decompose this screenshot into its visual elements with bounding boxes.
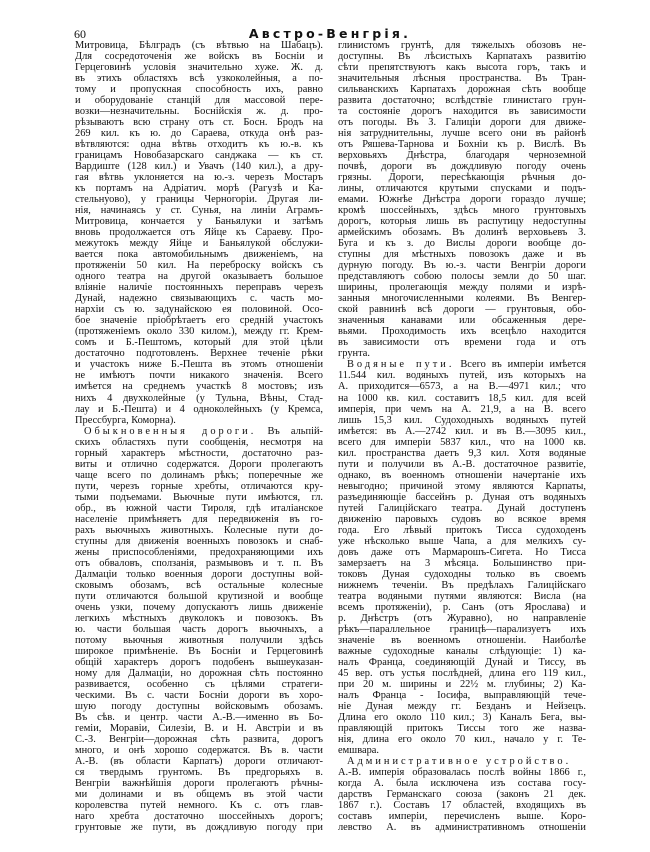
section-heading: Водяные пути. — [347, 359, 455, 371]
text-line: сильванскихъ Карпатахъ дорожная сѣть вообще — [338, 84, 586, 96]
text-line: гая вѣтвь уклоняется на ю.-з. черезъ Мостаръ — [75, 172, 323, 184]
text-line: шую погоду доступны войсковымъ обозамъ. — [75, 700, 323, 712]
text-line: уже нѣсколько выше Чапа, а для мелкихъ су- — [338, 535, 586, 547]
text-line: ми долинами и въ общемъ въ этой части — [75, 789, 323, 801]
text-line: рѣкъ—параллельное границѣ—парализуетъ ихъ — [338, 623, 586, 635]
text-line: та состояніе дорогъ находится въ зависимости — [338, 106, 586, 118]
text-line: нархіи съ ю. задунайскою ея половиной. Осо- — [75, 304, 323, 316]
text-line: замерзаетъ на 3 мѣсяца. Большинство при- — [338, 557, 586, 569]
text-line: межутокъ между Яйце и Баньялукой обслужи- — [75, 238, 323, 250]
text-line: Дунай, надежно связывающихъ с. часть мо- — [75, 293, 323, 305]
text-line: однако, въ военномъ отношеніи начертаніе ихъ — [338, 469, 586, 481]
text-line: нія, начинаясь у ст. Сунья, на линіи Аграмъ- — [75, 205, 323, 217]
section-heading: Административное устройство. — [347, 756, 572, 768]
text-line: дарствъ Германскаго союза (законъ 21 дек. — [338, 789, 586, 801]
text-line: 1867 г.). Составъ 17 областей, входящихъ въ — [338, 800, 586, 812]
text-line: ніе Дуная между гг. Безданъ и Нейзецъ. — [338, 700, 586, 712]
text-line: А. приходится—6573, а на В.—4971 кил.; что — [338, 381, 586, 393]
text-line: отъ Ряшева-Тарнова и Бохніи къ р. Вислѣ. Въ — [338, 139, 586, 151]
text-line: общій характеръ дорогъ подобенъ вышеуказан- — [75, 656, 323, 668]
text-line: путей Галиційскаго театра. Дунай доступенъ — [338, 502, 586, 514]
text-line: р. Днѣстръ (отъ Журавно), но направленіе — [338, 612, 586, 624]
text-line: имѣется на среднемъ участкѣ 8 мостовъ; изъ — [75, 381, 323, 393]
text-line: скихъ областяхъ пути сообщенія, несмотря на — [75, 436, 323, 448]
text-line: пути, черезъ горные хребты, отличаются кру- — [75, 480, 323, 492]
text-line — [338, 359, 586, 370]
text-line: театра водяными путями являются: Висла (на — [338, 590, 586, 602]
text-line: глинистомъ грунтѣ, для тяжелыхъ обозовъ не- — [338, 40, 586, 51]
text-line: ному для Далмаціи, но дорожная сѣть постоянно — [75, 667, 323, 679]
text-line: наго хребта достаточно шоссейныхъ дорогъ; — [75, 811, 323, 823]
text-line: нія, длина его около 70 кил., начало у г. Те- — [338, 733, 586, 745]
text-line: имѣется: въ А.—2742 кил. и въ В.—3095 кил., — [338, 425, 586, 437]
text-line: армейскимъ обозамъ. Въ долинѣ верховьевъ З. — [338, 227, 586, 239]
text-line: грунтовые же пути, въ дождливую погоду при — [75, 822, 323, 834]
text-line: жены приспособленіями, предохраняющими ихъ — [75, 546, 323, 558]
text-line: одного театра на другой оказываетъ большое — [75, 271, 323, 283]
text-line: Для сосредоточенія же войскъ въ Босніи и — [75, 51, 323, 63]
text-line: къ портамъ на Адріатич. морѣ (Рагузѣ и Ка- — [75, 183, 323, 195]
text-line: ширины, пролегающія между полями и изрѣ- — [338, 282, 586, 294]
text-line: значеніе въ военномъ отношеніи. Наиболѣе — [338, 634, 586, 646]
text-line: рахъ вьючныхъ животныхъ. Колесные пути до- — [75, 524, 323, 536]
text-line: сомъ и Б.-Пештомъ, который для этой цѣли — [75, 337, 323, 349]
text-line: движенію паровыхъ судовъ во всякое время — [338, 513, 586, 525]
text-line: А.-В. (въ области Карпатъ) дороги отличают- — [75, 756, 323, 768]
text-line: и оборудованіе станцій для массовой пере- — [75, 95, 323, 107]
text-line: верховьяхъ Днѣстра, благодаря черноземной — [338, 150, 586, 162]
text-line: Вардиште (128 кил.) и Увачъ (140 кил.), а дру- — [75, 161, 323, 173]
text-line: Далмаціи только военныя дороги доступны вой- — [75, 568, 323, 580]
text-line: пути отличаются большой крутизной и вообще — [75, 590, 323, 602]
text-line: Въ сѣв. и центр. части А.-В.—именно въ Бо- — [75, 711, 323, 723]
text-line: кромѣ шоссейныхъ, здѣсь много грунтовыхъ — [338, 205, 586, 217]
text-line: достаточно подготовленъ. Верхнее теченіе рѣки — [75, 348, 323, 360]
text-line: чаще всего по долинамъ рѣкъ; поперечные же — [75, 469, 323, 481]
text-line: грязны. Дороги, пересѣкающія рѣчныя до- — [338, 172, 586, 184]
text-line: всемъ протяженіи), р. Санъ (отъ Ярослава) и — [338, 601, 586, 613]
text-line: Длина его около 110 кил.; 3) Каналъ Бега, вы- — [338, 711, 586, 723]
text-line: тыми подъемами. Вьючные пути имѣются, гл. — [75, 491, 323, 503]
text-line: вновь продолжается отъ Яйце къ Сараеву. Про- — [75, 227, 323, 239]
text-line: отъ погоды. Въ З. Галиціи дороги для движе- — [338, 117, 586, 129]
text-line: Митровица, кончается у Баньялуки и затѣмъ — [75, 216, 323, 228]
text-line: при 20 м. ширины и 22½ м. глубины; 2) Ка- — [338, 678, 586, 690]
text-line — [75, 426, 323, 437]
text-line: тому и пропускная способность ихъ, равно — [75, 84, 323, 96]
text-line: обр., въ южной части Тироля, гдѣ италіанское — [75, 502, 323, 514]
text-line: 45 вер. отъ устья послѣдней, длина его 119 кил., — [338, 667, 586, 679]
text-line: развивается, особенно съ цѣлями стратеги- — [75, 678, 323, 690]
text-line: дурную погоду. Въ ю.-з. части Венгріи дороги — [338, 260, 586, 272]
text-line: ступны для движенія военныхъ повозокъ и снаб- — [75, 535, 323, 547]
text-line: сковымъ обозамъ, всѣ остальные колесные — [75, 579, 323, 591]
text-line: протяженіи 50 кил. На переброску войскъ съ — [75, 260, 323, 272]
text-line: налъ Франца - Іосифа, выправляющій тече- — [338, 689, 586, 701]
text-line: составъ имперіи, перечисленъ выше. Коро- — [338, 811, 586, 823]
text-line: лишь 15,3 кил. Судоходныхъ водяныхъ путей — [338, 414, 586, 426]
text-line: А.-В. имперія образовалась послѣ войны 1866 г., — [338, 767, 586, 779]
text-line: рѣзываютъ всю страну отъ ст. Босн. Бродъ на — [75, 117, 323, 129]
text-line: стельнуово), у границы Черногоріи. Другая ли- — [75, 194, 323, 206]
text-line: Митровица, Бѣлградъ (съ вѣтвью на Шабацъ). — [75, 40, 323, 51]
text-line: королевства путей немного. Къ с. отъ глав- — [75, 800, 323, 812]
text-line: на 1000 кв. кил. составитъ 18,5 кил. для всей — [338, 392, 586, 404]
text-line: нижнемъ теченіи. Въ предѣлахъ Галиційскаго — [338, 579, 586, 591]
text-column-left — [75, 40, 323, 833]
text-line: границамъ Новобазарскаго санджака — къ ст. — [75, 150, 323, 162]
text-line: ся твердымъ грунтомъ. Въ предгорьяхъ в. — [75, 767, 323, 779]
text-line: дорогъ, которыя лишь въ распутицу недоступны — [338, 216, 586, 228]
text-line: емшвара. — [338, 745, 379, 756]
text-line: въ этихъ областяхъ всѣ узкоколейныя, а по- — [75, 73, 323, 85]
text-line: нихъ 4 двухколейные (у Тульна, Вѣны, Стад- — [75, 392, 323, 404]
text-line: горный характеръ мѣстности, достаточно раз- — [75, 447, 323, 459]
text-line: (протяженіемъ около 330 килом.), между гг. Крем- — [75, 326, 323, 338]
text-line: левство А. въ административномъ отношеніи — [338, 822, 586, 834]
text-line: невыгодно; причиной этому являются Карпаты, — [338, 480, 586, 492]
text-line: много, и онѣ хорошо содержатся. Въ в. части — [75, 745, 323, 756]
text-line: ческими. Въ с. части Босніи дороги въ хоро- — [75, 689, 323, 701]
text-line: ступны для мѣстныхъ повозокъ даже и въ — [338, 249, 586, 261]
text-line: лины, отличаются крутыми спусками и подъ- — [338, 183, 586, 195]
text-line: населеніе примѣняетъ для передвиженія въ го- — [75, 513, 323, 525]
text-line: не имѣютъ почти никакого значенія. Всего — [75, 370, 323, 382]
text-line: налъ Франца, соединяющій Дунай и Тиссу, въ — [338, 656, 586, 668]
text-line: геміи, Моравіи, Силезіи, В. и Н. Австріи и въ — [75, 722, 323, 734]
text-line: значительныя лѣсныя пространства. Въ Тран- — [338, 73, 586, 85]
text-line: занныя многочисленными колеями. Въ Венгер- — [338, 293, 586, 305]
text-line: вается пока автомобильнымъ движеніемъ, на — [75, 249, 323, 261]
text-line: Герцеговинѣ условія значительно хуже. Ж. д. — [75, 62, 323, 74]
section-heading: Обыкновенныя дороги. — [84, 425, 257, 437]
text-line: важные судоходные каналы слѣдующіе: 1) ка- — [338, 645, 586, 657]
text-line: бое значеніе пріобрѣтаетъ его средній участокъ — [75, 315, 323, 327]
text-line: 11.544 кил. водяныхъ путей, изъ которыхъ на — [338, 370, 586, 382]
text-line-rest: Всего въ имперіи имѣется — [454, 359, 586, 371]
text-line: сѣти препятствуютъ какъ высота горъ, такъ и — [338, 62, 586, 74]
text-line: виты и отлично содержатся. Дороги пролегаютъ — [75, 458, 323, 470]
text-line — [338, 756, 586, 767]
text-line-rest: Въ альпій- — [256, 425, 323, 437]
text-line: вьями. Проходимость ихъ всецѣло находится — [338, 326, 586, 338]
text-line: потому вьючныя животныя получили здѣсь — [75, 634, 323, 646]
text-line: вѣтвляются: одна вѣтвь отходитъ къ ю.-в. къ — [75, 139, 323, 151]
text-line: Прессбурга, Коморна). — [75, 414, 176, 426]
text-line: когда А. была исключена изъ состава госу- — [338, 778, 586, 790]
page-number: 60 — [74, 27, 86, 41]
text-line: токовъ Дуная судоходны только въ своемъ — [338, 568, 586, 580]
text-line: довъ даже отъ Мармарошъ-Сигета. Но Тисса — [338, 546, 586, 558]
text-line: и участокъ ниже Б.-Пешта въ этомъ отношеніи — [75, 359, 323, 371]
text-line: года. Его лѣвый притокъ Тисса судоходенъ — [338, 524, 586, 536]
text-line: вліяніе наличіе постоянныхъ переправъ черезъ — [75, 282, 323, 294]
text-line: легкихъ мѣстныхъ двуколокъ и повозокъ. Въ — [75, 612, 323, 624]
text-line: 269 кил. къ ю. до Сараева, откуда онѣ раз- — [75, 128, 323, 140]
text-line: нія затруднительны, лучше всего они въ районѣ — [338, 128, 586, 140]
text-line: емами. Южнѣе Днѣстра дороги гораздо лучше; — [338, 194, 586, 206]
text-line: Буга и къ з. до Вислы дороги вообще до- — [338, 238, 586, 250]
text-line: отъ обваловъ, сползанія, размывовъ и т. п. Въ — [75, 557, 323, 569]
text-line: лау и Б.-Пешта) и 4 одноколейныхъ (у Кремса, — [75, 403, 323, 415]
text-line: разъединяющіе бассейнъ р. Дуная отъ водяныхъ — [338, 491, 586, 503]
text-column-right — [338, 40, 586, 833]
text-line: пути и получили въ А.-В. достаточное развитіе, — [338, 458, 586, 470]
text-line: С.-З. Венгріи—дорожная сѣть развита, дорогъ — [75, 733, 323, 745]
text-line: широкое примѣненіе. Въ Босніи и Герцеговинѣ — [75, 645, 323, 657]
text-line: имперія, при чемъ на А. 21,9, а на В. всего — [338, 403, 586, 415]
text-line: Венгріи важнѣйшія дороги пролегаютъ рѣчны- — [75, 778, 323, 790]
text-line: очень узки, почему допускаютъ лишь движеніе — [75, 601, 323, 613]
text-line: правляющій притокъ Тиссы того же назва- — [338, 722, 586, 734]
text-line: всего для имперіи 5837 кил., что на 1000 кв. — [338, 436, 586, 448]
text-line: кил. пространства даетъ 9,3 кил. Хотя водяные — [338, 447, 586, 459]
text-line: въ зависимости отъ времени года и отъ — [338, 337, 586, 349]
text-line: возки—незначительны. Боснійскія ж. д. про- — [75, 106, 323, 118]
text-line: значенныя канавами или обсаженныя дере- — [338, 315, 586, 327]
text-line: представляютъ собою полосы земли до 50 шаг. — [338, 271, 586, 283]
text-line: почвѣ, дороги въ дождливую погоду очень — [338, 161, 586, 173]
text-line: ской равнинѣ всѣ дороги — грунтовыя, обо- — [338, 304, 586, 316]
text-line: доступны. Въ лѣсистыхъ Карпатахъ развитію — [338, 51, 586, 63]
text-line: ю. части большая часть дорогъ вьючныхъ, а — [75, 623, 323, 635]
text-line: грунта. — [338, 348, 370, 360]
running-title: Австро-Венгрія. — [248, 26, 412, 41]
text-line: развита достаточно; вслѣдствіе глинистаго грун- — [338, 95, 586, 107]
